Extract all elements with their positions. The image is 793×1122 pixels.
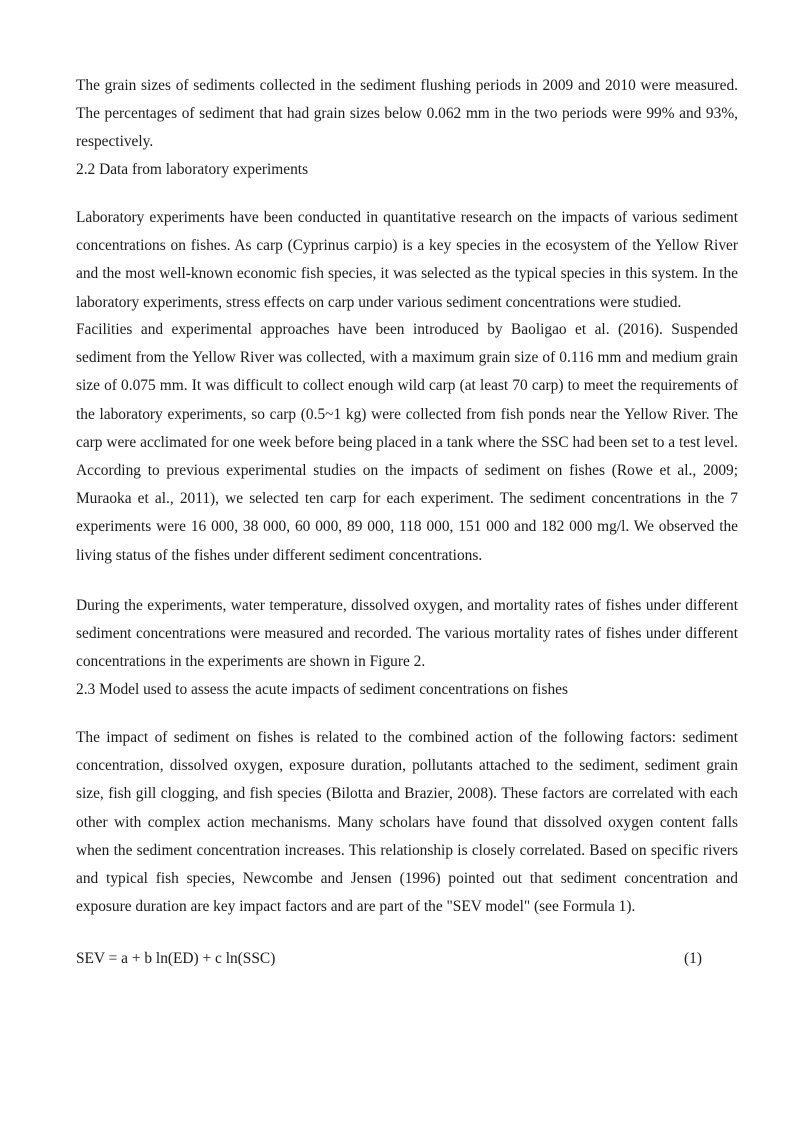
paragraph-measurements: During the experiments, water temperature, dissolved oxygen, and mortality rates of fishes under different sediment concentrations were measured and recorded. The various mortality rates of fishes under different concentrations in the experiments are shown in Figure 2.: [76, 597, 738, 671]
section-heading-2-2: 2.2 Data from laboratory experiments: [76, 161, 309, 178]
paragraph-facilities: Facilities and experimental approaches have been introduced by Baoligao et al. (2016). Suspended sediment from the Yellow River was collected, with a maximum grain size of 0.116 mm and medium grain size of 0.075 mm. It was difficult to collect enough wild carp (at least 70 carp) to meet the requirements of the laboratory experiments, so carp (0.5~1 kg) were collected from fish ponds near the Yellow River. The carp were acclimated for one week before being placed in a tank where the SSC had been set to a test level. According to previous experimental studies on the impacts of sediment on fishes (Rowe et al., 2009; Muraoka et al., 2011), we selected ten carp for each experiment. The sediment concentrations in the 7 experiments were 16 000, 38 000, 60 000, 89 000, 118 000, 151 000 and 182 000 mg/l. We observed the living status of the fishes under different sediment concentrations.: [76, 321, 738, 564]
paragraph-grain-sizes: The grain sizes of sediments collected in the sediment flushing periods in 2009 and 2010 were measured. The percentages of sediment that had grain sizes below 0.062 mm in the two periods were 99% and 93%, respectively.: [76, 77, 738, 151]
section-heading-2-3: 2.3 Model used to assess the acute impacts of sediment concentrations on fishes: [76, 681, 568, 698]
formula-line: [76, 945, 702, 973]
paragraph-sev-model: The impact of sediment on fishes is related to the combined action of the following factors: sediment concentration, dissolved oxygen, exposure duration, pollutants attached to the sediment, sediment grain size, fish gill clogging, and fish species (Bilotta and Brazier, 2008). These factors are correlated with each other with complex action mechanisms. Many scholars have found that dissolved oxygen content falls when the sediment concentration increases. This relationship is closely correlated. Based on specific rivers and typical fish species, Newcombe and Jensen (1996) pointed out that sediment concentration and exposure duration are key impact factors and are part of the "SEV model" (see Formula 1).: [76, 729, 738, 916]
formula-expression: SEV = a + b ln(ED) + c ln(SSC): [76, 950, 276, 967]
paragraph-lab-experiments: Laboratory experiments have been conducted in quantitative research on the impacts of various sediment concentrations on fishes. As carp (Cyprinus carpio) is a key species in the ecosystem of the Yellow River and the most well-known economic fish species, it was selected as the typical species in this system. In the laboratory experiments, stress effects on carp under various sediment concentrations were studied.: [76, 209, 738, 311]
formula-number: (1): [684, 950, 702, 967]
